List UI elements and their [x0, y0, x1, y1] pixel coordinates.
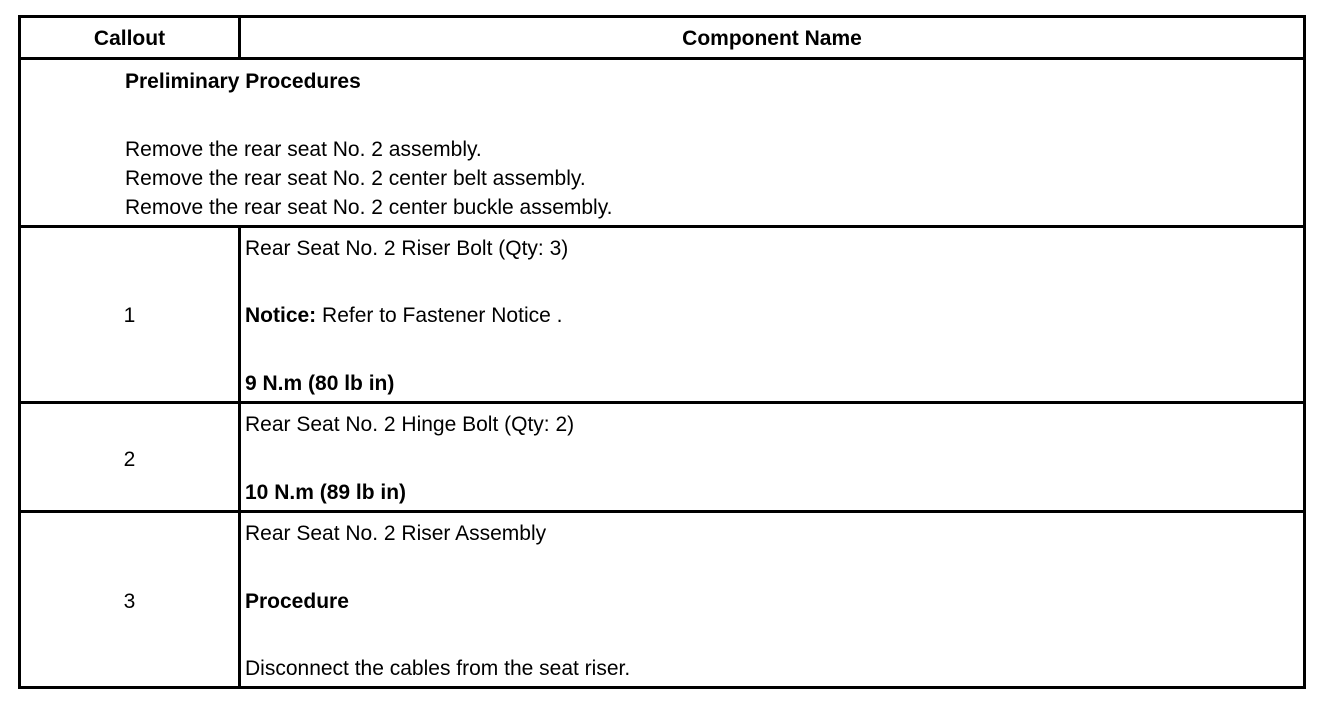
callout-number: 3 [123, 590, 136, 613]
component-name: Rear Seat No. 2 Riser Bolt (Qty: 3) [245, 237, 569, 260]
torque-spec: 10 N.m (89 lb in) [245, 481, 407, 504]
callout-number: 1 [123, 304, 136, 327]
torque-spec: 9 N.m (80 lb in) [245, 372, 395, 395]
callout-number: 2 [123, 448, 136, 471]
components-table [18, 15, 1306, 689]
component-name: Rear Seat No. 2 Hinge Bolt (Qty: 2) [245, 413, 575, 436]
preliminary-title: Preliminary Procedures [125, 70, 361, 93]
row-1-divider [21, 401, 1303, 404]
preliminary-step: Remove the rear seat No. 2 center buckle assembly. [125, 196, 613, 219]
procedure-text: Disconnect the cables from the seat riser. [245, 657, 631, 680]
notice-line [245, 304, 562, 328]
header-callout: Callout [93, 27, 166, 50]
preliminary-step: Remove the rear seat No. 2 center belt assembly. [125, 167, 586, 190]
header-component-name: Component Name [682, 27, 862, 50]
notice-label: Notice: [245, 304, 317, 327]
header-divider [21, 57, 1303, 60]
component-name: Rear Seat No. 2 Riser Assembly [245, 522, 547, 545]
preliminary-divider [21, 225, 1303, 228]
procedure-label: Procedure [245, 590, 349, 613]
row-2-divider [21, 510, 1303, 513]
preliminary-step: Remove the rear seat No. 2 assembly. [125, 138, 482, 161]
notice-text: Refer to Fastener Notice . [316, 304, 563, 327]
column-divider-body [238, 225, 241, 686]
